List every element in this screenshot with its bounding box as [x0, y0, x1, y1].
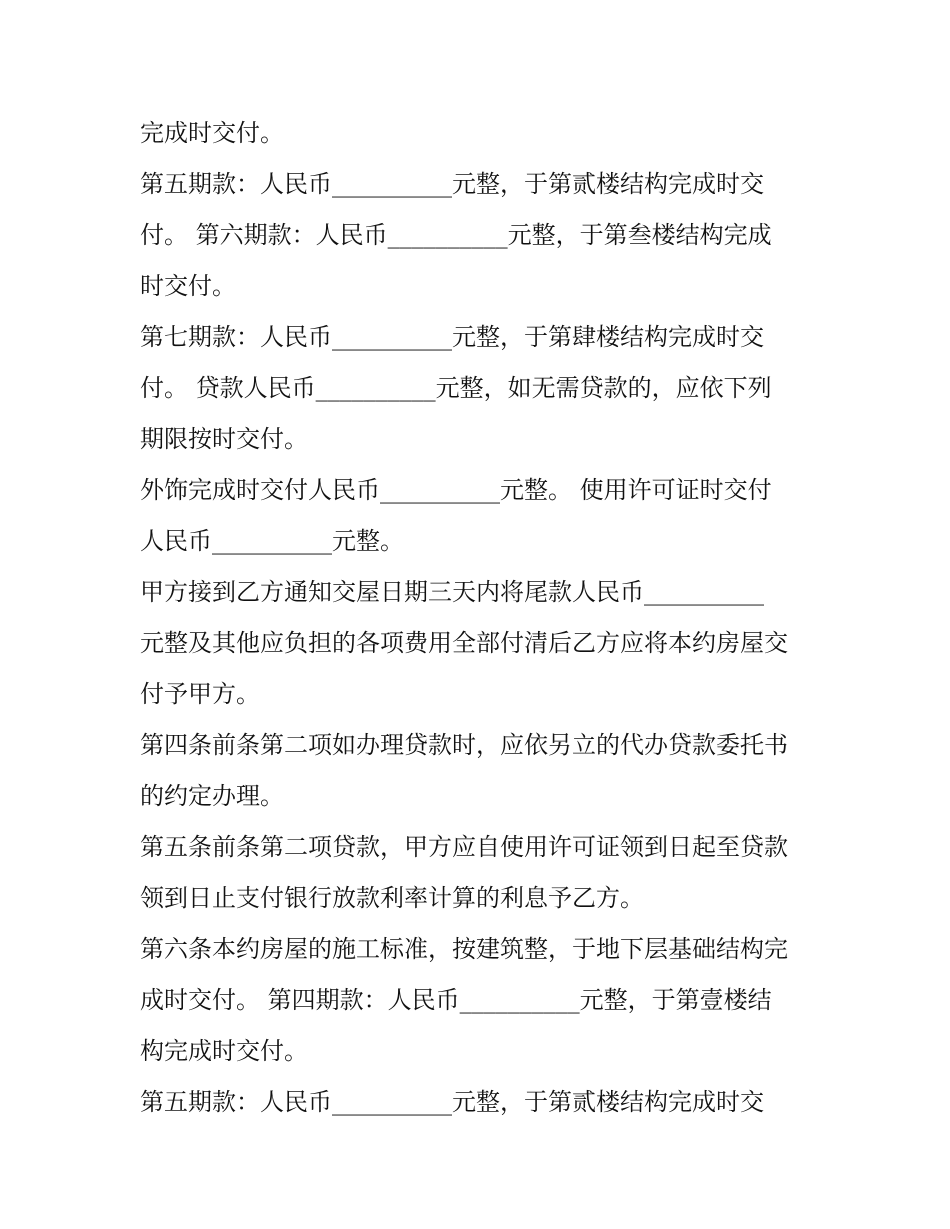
text-line: 第七期款：人民币__________元整，于第肆楼结构完成时交 — [140, 323, 764, 351]
text-line: 第四条前条第二项如办理贷款时，应依另立的代办贷款委托书 — [140, 731, 788, 759]
text-line: 付予甲方。 — [140, 680, 260, 708]
text-line: 付。 贷款人民币__________元整，如无需贷款的，应依下列 — [140, 374, 772, 402]
text-line: 第五期款：人民币__________元整，于第贰楼结构完成时交 — [140, 170, 764, 198]
text-line: 期限按时交付。 — [140, 425, 308, 453]
text-line: 领到日止支付银行放款利率计算的利息予乙方。 — [140, 884, 644, 912]
text-line: 付。 第六期款：人民币__________元整，于第叁楼结构完成 — [140, 221, 772, 249]
text-line: 第五期款：人民币__________元整，于第贰楼结构完成时交 — [140, 1088, 764, 1116]
text-line: 时交付。 — [140, 272, 236, 300]
text-line: 元整及其他应负担的各项费用全部付清后乙方应将本约房屋交 — [140, 629, 788, 657]
text-line: 甲方接到乙方通知交屋日期三天内将尾款人民币__________ — [140, 578, 764, 606]
text-line: 完成时交付。 — [140, 119, 284, 147]
text-line: 的约定办理。 — [140, 782, 284, 810]
text-line: 人民币__________元整。 — [140, 527, 404, 555]
text-line: 构完成时交付。 — [140, 1037, 308, 1065]
text-line: 外饰完成时交付人民币__________元整。 使用许可证时交付 — [140, 476, 772, 504]
text-line: 第五条前条第二项贷款，甲方应自使用许可证领到日起至贷款 — [140, 833, 788, 861]
contract-text — [140, 108, 820, 1128]
text-line: 第六条本约房屋的施工标准，按建筑整，于地下层基础结构完 — [140, 935, 788, 963]
text-line: 成时交付。 第四期款：人民币__________元整，于第壹楼结 — [140, 986, 772, 1014]
